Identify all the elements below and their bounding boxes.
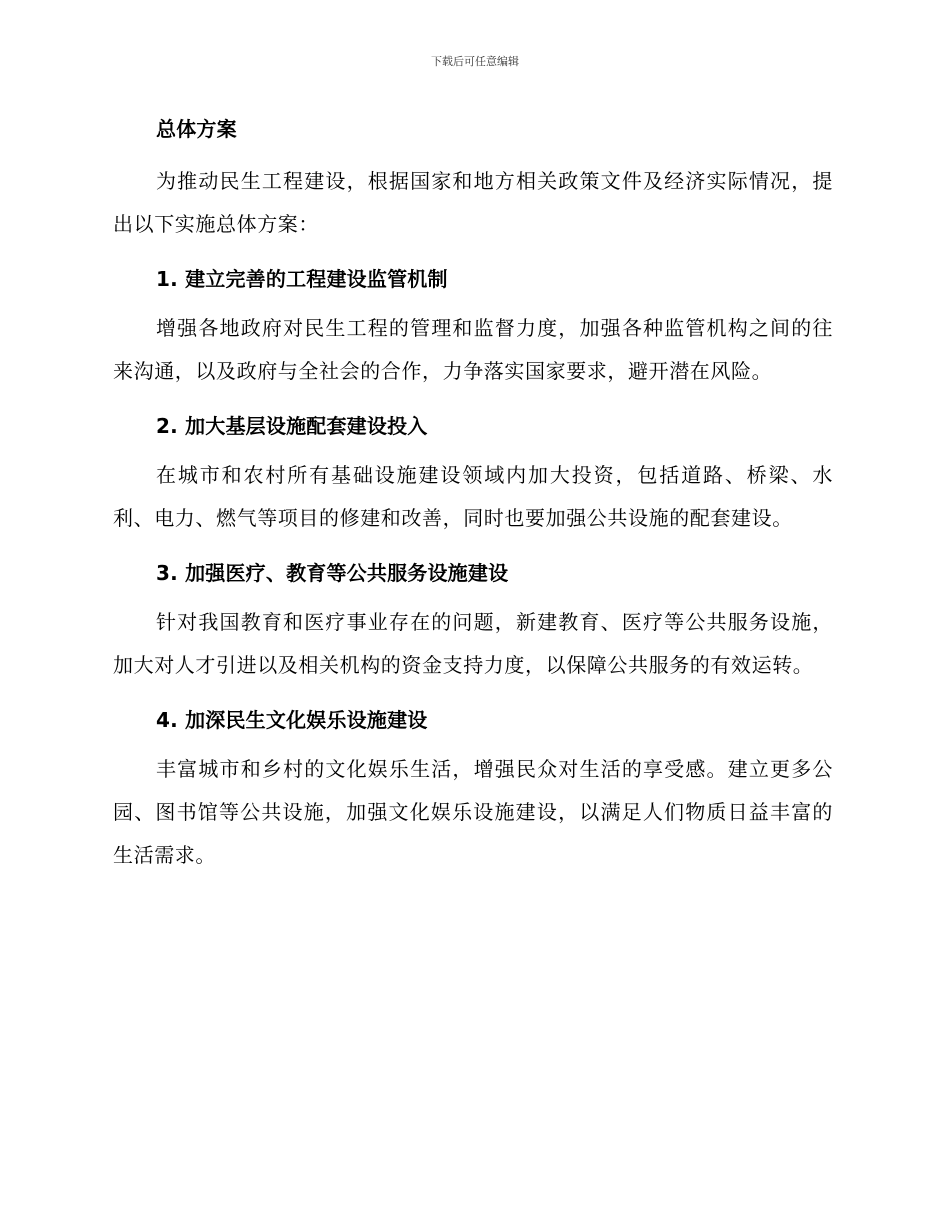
section-2-paragraph: 在城市和农村所有基础设施建设领域内加大投资，包括道路、桥梁、水利、电力、燃气等项目的修建和改善，同时也要加强公共设施的配套建设。 [113,463,833,530]
section-3-paragraph: 针对我国教育和医疗事业存在的问题，新建教育、医疗等公共服务设施，加大对人才引进以及相关机构的资金支持力度，以保障公共服务的有效运转。 [113,610,833,677]
section-1-heading: 1. 建立完善的工程建设监管机制 [156,267,448,291]
section-4-paragraph: 丰富城市和乡村的文化娱乐生活，增强民众对生活的享受感。建立更多公园、图书馆等公共设施，加强文化娱乐设施建设，以满足人们物质日益丰富的生活需求。 [113,757,833,867]
document-body [113,112,833,877]
section-2-heading: 2. 加大基层设施配套建设投入 [156,414,428,438]
document-title: 总体方案 [156,117,237,141]
section-1-paragraph: 增强各地政府对民生工程的管理和监督力度，加强各种监管机构之间的往来沟通，以及政府与全社会的合作，力争落实国家要求，避开潜在风险。 [113,316,833,383]
section-3-heading: 3. 加强医疗、教育等公共服务设施建设 [156,561,509,585]
header-note: 下载后可任意编辑 [431,55,519,68]
section-4-heading: 4. 加深民生文化娱乐设施建设 [156,708,428,732]
intro-paragraph: 为推动民生工程建设，根据国家和地方相关政策文件及经济实际情况，提出以下实施总体方案： [113,169,833,236]
